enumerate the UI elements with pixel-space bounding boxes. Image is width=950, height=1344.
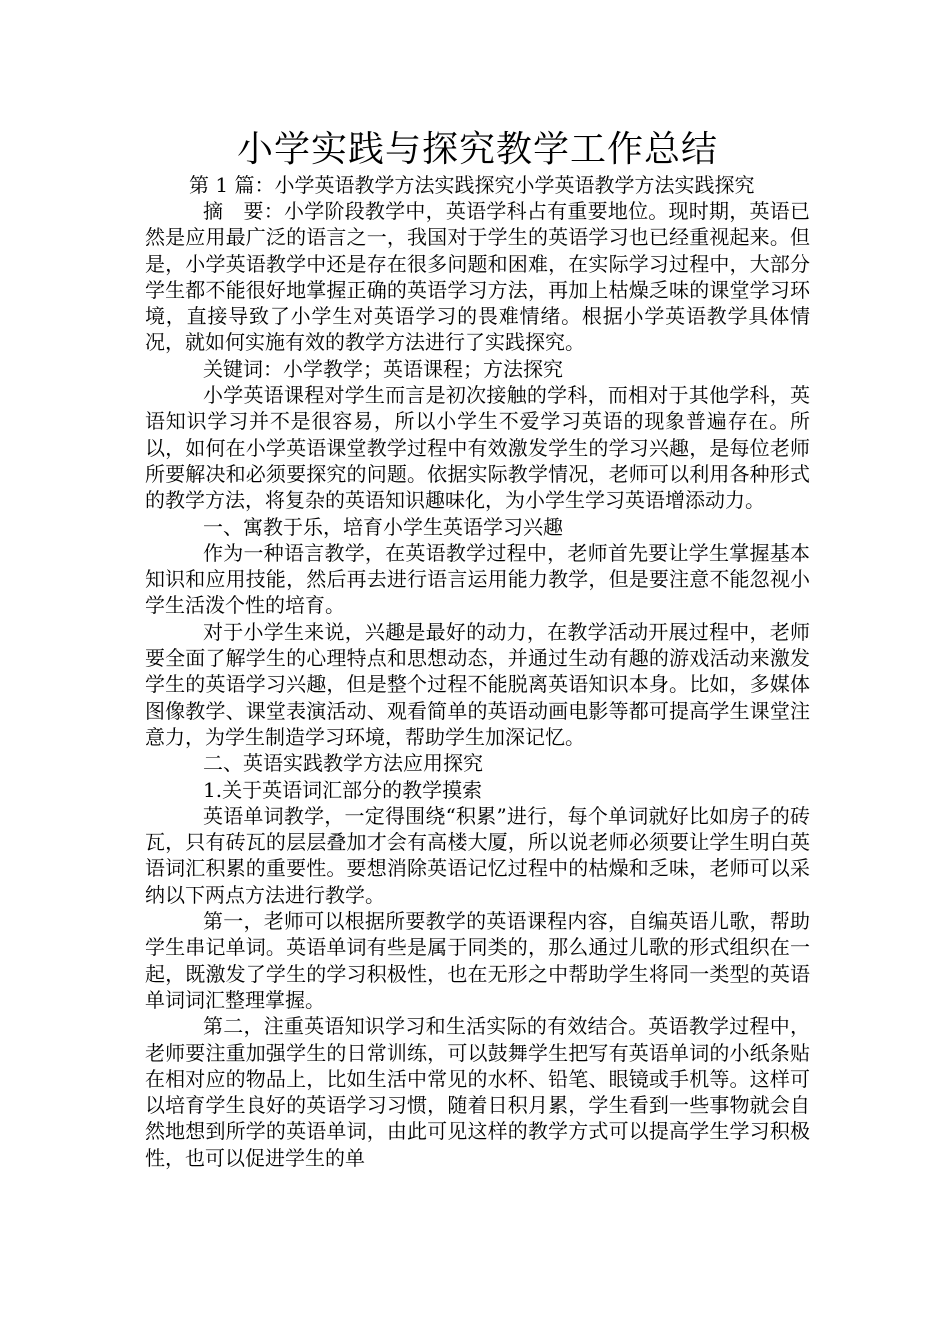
chapter-heading: 第 1 篇：小学英语教学方法实践探究小学英语教学方法实践探究 [189, 173, 755, 197]
document-page [145, 128, 810, 1171]
body-paragraph: 第一，老师可以根据所要教学的英语课程内容，自编英语儿歌，帮助学生串记单词。英语单词有些是属于同类的，那么通过儿歌的形式组织在一起，既激发了学生的学习积极性，也在无形之中帮助学生将同一类型的英语单词词汇整理掌握。 [145, 909, 810, 1012]
body-paragraph: 小学英语课程对学生而言是初次接触的学科，而相对于其他学科，英语知识学习并不是很容易，所以小学生不爱学习英语的现象普遍存在。所以，如何在小学英语课堂教学过程中有效激发学生的学习兴趣，是每位老师所要解决和必须要探究的问题。依据实际教学情况，老师可以利用各种形式的教学方法，将复杂的英语知识趣味化，为小学生学习英语增添动力。 [145, 383, 810, 513]
body-paragraph: 第二，注重英语知识学习和生活实际的有效结合。英语教学过程中，老师要注重加强学生的日常训练，可以鼓舞学生把写有英语单词的小纸条贴在相对应的物品上，比如生活中常见的水杯、铅笔、眼镜或手机等。这样可以培育学生良好的英语学习习惯，随着日积月累，学生看到一些事物就会自然地想到所学的英语单词，由此可见这样的教学方式可以提高学生学习积极性，也可以促进学生的单 [145, 1014, 810, 1170]
abstract-paragraph: 摘 要：小学阶段教学中，英语学科占有重要地位。现时期，英语已然是应用最广泛的语言之一，我国对于学生的英语学习也已经重视起来。但是，小学英语教学中还是存在很多问题和困难，在实际学习过程中，大部分学生都不能很好地掌握正确的英语学习方法，再加上枯燥乏味的课堂学习环境，直接导致了小学生对英语学习的畏难情绪。根据小学英语教学具体情况，就如何实施有效的教学方法进行了实践探究。 [145, 199, 810, 355]
keywords-line: 关键词：小学教学；英语课程；方法探究 [203, 356, 563, 381]
body-paragraph: 作为一种语言教学，在英语教学过程中，老师首先要让学生掌握基本知识和应用技能，然后再去进行语言运用能力教学，但是要注意不能忽视小学生活泼个性的培育。 [145, 540, 810, 618]
section-heading-2: 二、英语实践教学方法应用探究 [203, 751, 483, 776]
subsection-heading-1: 1.关于英语词汇部分的教学摸索 [203, 777, 483, 802]
section-heading-1: 一、寓教于乐，培育小学生英语学习兴趣 [203, 514, 563, 539]
document-body [145, 198, 810, 1171]
body-paragraph: 英语单词教学，一定得围绕“积累”进行，每个单词就好比如房子的砖瓦，只有砖瓦的层层叠加才会有高楼大厦，所以说老师必须要让学生明白英语词汇积累的重要性。要想消除英语记忆过程中的枯燥和乏味，老师可以采纳以下两点方法进行教学。 [145, 803, 810, 907]
document-title: 小学实践与探究教学工作总结 [236, 129, 718, 170]
body-paragraph: 对于小学生来说，兴趣是最好的动力，在教学活动开展过程中，老师要全面了解学生的心理特点和思想动态，并通过生动有趣的游戏活动来激发学生的英语学习兴趣，但是整个过程不能脱离英语知识本身。比如，多媒体图像教学、课堂表演活动、观看简单的英语动画电影等都可提高学生课堂注意力，为学生制造学习环境，帮助学生加深记忆。 [145, 619, 810, 749]
